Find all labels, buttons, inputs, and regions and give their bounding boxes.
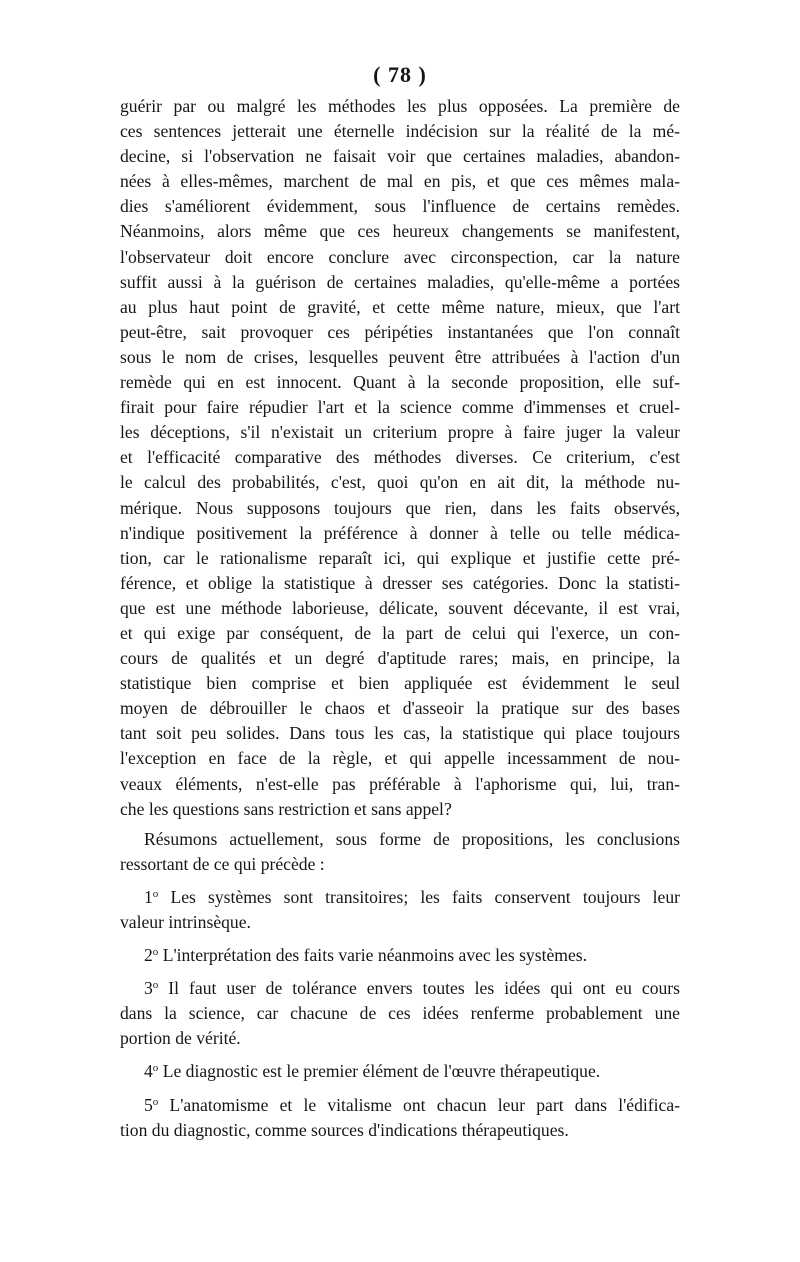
- text-line: que est une méthode laborieuse, délicate, souvent décevante, il est vrai,: [120, 597, 680, 618]
- proposition-5: [120, 1090, 680, 1143]
- proposition-2: [120, 940, 680, 968]
- text-line: suffit aussi à la guérison de certaines maladies, qu'elle-même a portées: [120, 271, 680, 292]
- text-line: l'exception en face de la règle, et qui appelle incessamment de nou-: [120, 748, 680, 769]
- text-line: [120, 973, 680, 1001]
- text-line: portion de vérité.: [120, 1028, 241, 1049]
- text-line: n'indique positivement la préférence à donner à telle ou telle médica-: [120, 522, 680, 543]
- proposition-text: Il faut user de tolérance envers toutes les idées qui ont eu cours: [168, 978, 680, 999]
- text-line: tion, car le rationalisme reparaît ici, qui explique et justifie cette pré-: [120, 547, 680, 568]
- text-line: remède qui en est innocent. Quant à la seconde proposition, elle suf-: [120, 372, 680, 393]
- text-line: guérir par ou malgré les méthodes les plus opposées. La première de: [120, 96, 680, 116]
- text-line: statistique bien comprise et bien appliquée est évidemment le seul: [120, 673, 680, 694]
- text-line: dans la science, car chacune de ces idées renferme probablement une: [120, 1003, 680, 1024]
- text-line: l'observateur doit encore conclure avec circonspection, car la nature: [120, 246, 680, 267]
- text-line: moyen de débrouiller le chaos et d'asseoir la pratique sur des bases: [120, 698, 680, 719]
- ordinal-mark: o: [152, 1095, 159, 1108]
- text-line: sous le nom de crises, lesquelles peuvent être attribuées à l'action d'un: [120, 346, 680, 367]
- text-line: [120, 940, 680, 968]
- text-line: tion du diagnostic, comme sources d'indications thérapeutiques.: [120, 1119, 569, 1140]
- text-line: et l'efficacité comparative des méthodes diverses. Ce criterium, c'est: [120, 447, 680, 468]
- proposition-number: 4: [144, 1061, 153, 1082]
- proposition-number: 5: [144, 1094, 153, 1115]
- ordinal-mark: o: [152, 979, 159, 992]
- text-line: [120, 1090, 680, 1118]
- text-line: firait pour faire répudier l'art et la science comme d'immenses et cruel-: [120, 397, 680, 418]
- text-line: ressortant de ce qui précède :: [120, 853, 325, 874]
- text-line: le calcul des probabilités, c'est, quoi qu'on en ait dit, la méthode nu-: [120, 472, 680, 493]
- ordinal-mark: o: [152, 887, 159, 900]
- proposition-4: [120, 1056, 680, 1084]
- text-line: tant soit peu solides. Dans tous les cas, la statistique qui place toujours: [120, 723, 680, 744]
- text-line: che les questions sans restriction et sans appel?: [120, 798, 452, 819]
- text-line: au plus haut point de gravité, et cette même nature, mieux, que l'art: [120, 296, 680, 317]
- text-line: peut-être, sait provoquer ces péripéties instantanées que l'on connaît: [120, 321, 680, 342]
- text-line: [120, 1056, 680, 1084]
- proposition-text: Les systèmes sont transitoires; les faits conservent toujours leur: [170, 886, 681, 907]
- text-line: mérique. Nous supposons toujours que rien, dans les faits observés,: [120, 497, 680, 518]
- proposition-number: 1: [144, 886, 153, 907]
- proposition-number: 3: [144, 978, 153, 999]
- proposition-1: [120, 882, 680, 935]
- proposition-3: [120, 973, 680, 1051]
- page-number: ( 78 ): [373, 62, 427, 87]
- paragraph-main: [120, 94, 680, 822]
- paragraph-summary-intro: [120, 827, 680, 877]
- proposition-text: L'anatomisme et le vitalisme ont chacun leur part dans l'édifica-: [169, 1094, 680, 1115]
- text-line: valeur intrinsèque.: [120, 912, 251, 932]
- proposition-text: L'interprétation des faits varie néanmoins avec les systèmes.: [162, 945, 588, 966]
- text-line: ces sentences jetterait une éternelle indécision sur la réalité de la mé-: [120, 121, 680, 142]
- text-line: Résumons actuellement, sous forme de propositions, les conclusions: [144, 828, 680, 849]
- text-line: decine, si l'observation ne faisait voir que certaines maladies, abandon-: [120, 146, 680, 167]
- text-line: férence, et oblige la statistique à dresser ses catégories. Donc la statisti-: [120, 572, 680, 593]
- text-line: [120, 882, 680, 910]
- proposition-text: Le diagnostic est le premier élément de l'œuvre thérapeutique.: [162, 1061, 601, 1082]
- text-line: et qui exige par conséquent, de la part de celui qui l'exerce, un con-: [120, 622, 680, 643]
- ordinal-mark: o: [152, 1062, 159, 1075]
- body-text: [120, 94, 680, 1143]
- text-line: Néanmoins, alors même que ces heureux changements se manifestent,: [120, 221, 680, 242]
- text-line: cours de qualités et un degré d'aptitude rares; mais, en principe, la: [120, 648, 680, 669]
- proposition-number: 2: [144, 945, 153, 966]
- ordinal-mark: o: [152, 946, 159, 959]
- text-line: dies s'améliorent évidemment, sous l'influence de certains remèdes.: [120, 196, 680, 217]
- text-line: veaux éléments, n'est-elle pas préférable à l'aphorisme qui, lui, tran-: [120, 773, 680, 794]
- text-line: les déceptions, s'il n'existait un criterium propre à faire juger la valeur: [120, 422, 680, 443]
- text-line: nées à elles-mêmes, marchent de mal en pis, et que ces mêmes mala-: [120, 171, 680, 192]
